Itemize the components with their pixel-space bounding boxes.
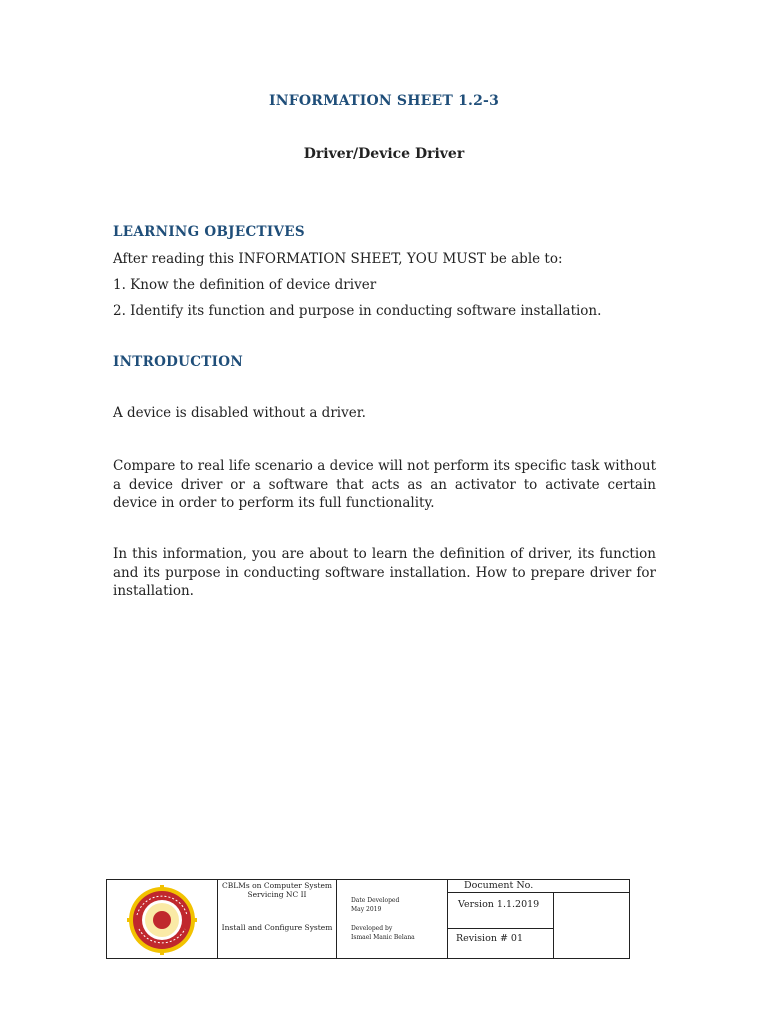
footer-document-no: Document No. <box>464 880 534 891</box>
footer-date-value: May 2019 <box>351 906 382 913</box>
footer-revision: Revision # 01 <box>456 933 524 944</box>
objectives-intro: After reading this INFORMATION SHEET, YOU MUST be able to: <box>113 251 563 267</box>
footer-version: Version 1.1.2019 <box>458 899 540 910</box>
footer-date-label: Date Developed <box>351 897 400 904</box>
footer-developer-value: Ismael Manic Belana <box>351 934 415 941</box>
footer-module: Install and Configure System <box>221 923 333 932</box>
college-seal-logo <box>123 885 201 955</box>
document-subtitle: Driver/Device Driver <box>303 146 465 162</box>
footer-developer-label: Developed by <box>351 925 393 932</box>
intro-paragraph-1: A device is disabled without a driver. <box>113 405 366 421</box>
document-footer-table <box>106 879 630 959</box>
intro-paragraph-3: In this information, you are about to learn the definition of driver, its function and its purpose in conducting software installation. How to prepare driver for installation. <box>113 546 656 599</box>
learning-objectives-heading: LEARNING OBJECTIVES <box>113 224 305 240</box>
objective-item-1: 1. Know the definition of device driver <box>113 277 377 293</box>
sheet-title: INFORMATION SHEET 1.2-3 <box>268 93 500 109</box>
introduction-heading: INTRODUCTION <box>113 354 243 370</box>
footer-course: CBLMs on Computer System Servicing NC II <box>221 881 333 899</box>
intro-paragraph-2: Compare to real life scenario a device will not perform its specific task without a device driver or a software that acts as an activator to activate certain device in order to perform its full functionality. <box>113 458 656 511</box>
objective-item-2: 2. Identify its function and purpose in conducting software installation. <box>113 303 602 319</box>
